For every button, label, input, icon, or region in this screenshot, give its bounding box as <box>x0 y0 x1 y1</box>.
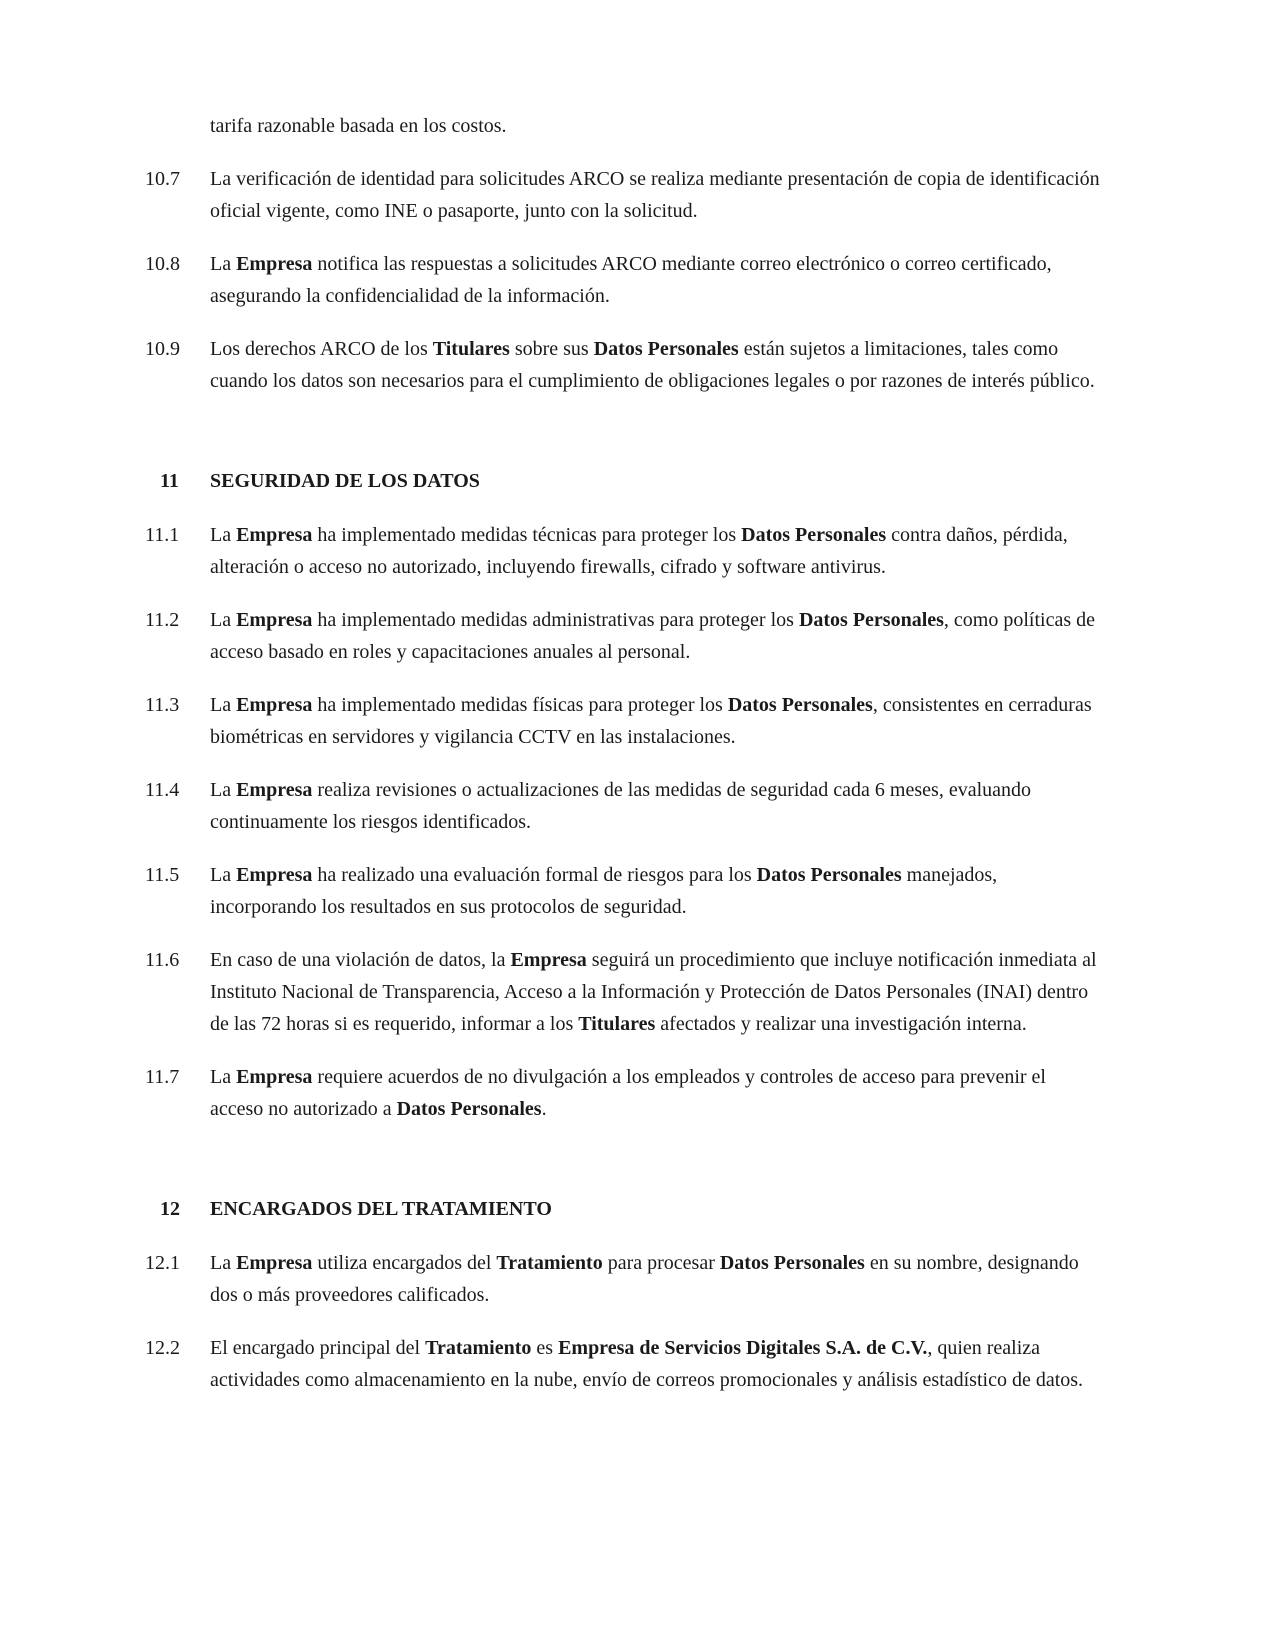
text-run: ha realizado una evaluación formal de riesgos para los <box>312 864 757 886</box>
text-run: contra daños, pérdida, alteración o acceso no autorizado, incluyendo firewalls, cifrado y software antivirus. <box>210 524 1068 578</box>
document-content <box>145 110 1100 1396</box>
clause-number: 12.1 <box>145 1252 180 1274</box>
text-run: están sujetos a limitaciones, tales como cuando los datos son necesarios para el cumplimiento de obligaciones legales o por razones de interés público. <box>210 338 1095 392</box>
clause-text <box>210 1247 1100 1311</box>
text-run: ha implementado medidas físicas para proteger los <box>312 694 728 716</box>
clause-item <box>145 519 1100 583</box>
clause-item <box>145 604 1100 668</box>
bold-text-run: Empresa <box>236 864 313 886</box>
clause-text <box>210 944 1100 1040</box>
text-run: seguirá un procedimiento que incluye notificación inmediata al Instituto Nacional de Transparencia, Acceso a la Información y Protección de Datos Personales (INAI) dentro de las 72 horas si es requerido, informar a los <box>210 949 1097 1035</box>
clause-number: 10.7 <box>145 168 180 190</box>
clause-item <box>145 248 1100 312</box>
text-run: afectados y realizar una investigación interna. <box>655 1013 1027 1035</box>
clause-number: 11.7 <box>145 1066 180 1088</box>
bold-text-run: Empresa de Servicios Digitales S.A. de C.V. <box>558 1337 928 1359</box>
bold-text-run: Titulares <box>432 338 510 360</box>
clause-text <box>210 1061 1100 1125</box>
text-run: La <box>210 1252 237 1274</box>
bold-text-run: Datos Personales <box>727 694 873 716</box>
bold-text-run: SEGURIDAD DE LOS DATOS <box>210 470 480 492</box>
section-title <box>210 1193 1100 1225</box>
clause-number <box>145 110 210 142</box>
clause-text <box>210 333 1100 397</box>
bold-text-run: Titulares <box>578 1013 656 1035</box>
clause-text <box>210 110 1100 142</box>
text-run: requiere acuerdos de no divulgación a los empleados y controles de acceso para prevenir el acceso no autorizado a <box>210 1066 1046 1120</box>
bold-text-run: Tratamiento <box>425 1337 532 1359</box>
clause-item <box>145 1061 1100 1125</box>
text-run: La verificación de identidad para solicitudes ARCO se realiza mediante presentación de copia de identificación oficial vigente, como INE o pasaporte, junto con la solicitud. <box>210 168 1100 222</box>
text-run: La <box>210 253 237 275</box>
clause-number: 11.5 <box>145 864 180 886</box>
clause-text <box>210 859 1100 923</box>
clause-item <box>145 859 1100 923</box>
section-title <box>210 465 1100 497</box>
continuation-paragraph <box>145 110 1100 142</box>
text-run: ha implementado medidas técnicas para proteger los <box>312 524 742 546</box>
bold-text-run: Datos Personales <box>719 1252 865 1274</box>
text-run: ha implementado medidas administrativas para proteger los <box>312 609 799 631</box>
bold-text-run: Empresa <box>236 779 313 801</box>
text-run: , como políticas de acceso basado en roles y capacitaciones anuales al personal. <box>210 609 1095 663</box>
bold-text-run: Empresa <box>236 1066 313 1088</box>
bold-text-run: ENCARGADOS DEL TRATAMIENTO <box>210 1198 552 1220</box>
section-heading <box>145 465 1100 497</box>
text-run: La <box>210 609 237 631</box>
text-run: tarifa razonable basada en los costos. <box>210 115 507 137</box>
clause-number: 11.3 <box>145 694 180 716</box>
section-number: 12 <box>160 1198 180 1220</box>
text-run: en su nombre, designando dos o más proveedores calificados. <box>210 1252 1079 1306</box>
section-heading <box>145 1193 1100 1225</box>
bold-text-run: Empresa <box>236 609 313 631</box>
clause-item <box>145 1247 1100 1311</box>
text-run: La <box>210 694 237 716</box>
clause-text <box>210 519 1100 583</box>
bold-text-run: Empresa <box>236 694 313 716</box>
clause-text <box>210 689 1100 753</box>
clause-text <box>210 163 1100 227</box>
clause-number: 11.6 <box>145 949 180 971</box>
text-run: En caso de una violación de datos, la <box>210 949 511 971</box>
text-run: , quien realiza actividades como almacenamiento en la nube, envío de correos promocionales y análisis estadístico de datos. <box>210 1337 1084 1391</box>
clause-item <box>145 944 1100 1040</box>
text-run: es <box>531 1337 559 1359</box>
clause-item <box>145 163 1100 227</box>
text-run: sobre sus <box>509 338 594 360</box>
text-run: notifica las respuestas a solicitudes ARCO mediante correo electrónico o correo certificado, asegurando la confidencialidad de la información. <box>210 253 1052 307</box>
text-run: El encargado principal del <box>210 1337 426 1359</box>
clause-number: 11.1 <box>145 524 180 546</box>
text-run: La <box>210 779 237 801</box>
text-run: manejados, incorporando los resultados en sus protocolos de seguridad. <box>210 864 998 918</box>
bold-text-run: Tratamiento <box>496 1252 603 1274</box>
clause-text <box>210 1332 1100 1396</box>
clause-item <box>145 333 1100 397</box>
clause-text <box>210 248 1100 312</box>
section-number: 11 <box>160 470 179 492</box>
text-run: La <box>210 524 237 546</box>
text-run: La <box>210 864 237 886</box>
bold-text-run: Datos Personales <box>741 524 887 546</box>
clause-number: 10.8 <box>145 253 180 275</box>
bold-text-run: Datos Personales <box>593 338 739 360</box>
clause-item <box>145 774 1100 838</box>
clause-number: 10.9 <box>145 338 180 360</box>
bold-text-run: Datos Personales <box>396 1098 542 1120</box>
clause-text <box>210 604 1100 668</box>
text-run: La <box>210 1066 237 1088</box>
text-run: , consistentes en cerraduras biométricas en servidores y vigilancia CCTV en las instalaciones. <box>210 694 1092 748</box>
text-run: realiza revisiones o actualizaciones de las medidas de seguridad cada 6 meses, evaluando continuamente los riesgos identificados. <box>210 779 1031 833</box>
clause-number: 12.2 <box>145 1337 180 1359</box>
text-run: . <box>541 1098 547 1120</box>
clause-number: 11.4 <box>145 779 180 801</box>
text-run: Los derechos ARCO de los <box>210 338 433 360</box>
bold-text-run: Empresa <box>510 949 587 971</box>
clause-item <box>145 1332 1100 1396</box>
clause-number: 11.2 <box>145 609 180 631</box>
clause-text <box>210 774 1100 838</box>
bold-text-run: Empresa <box>236 524 313 546</box>
text-run: utiliza encargados del <box>312 1252 497 1274</box>
bold-text-run: Datos Personales <box>798 609 944 631</box>
bold-text-run: Datos Personales <box>756 864 902 886</box>
bold-text-run: Empresa <box>236 1252 313 1274</box>
clause-item <box>145 689 1100 753</box>
bold-text-run: Empresa <box>236 253 313 275</box>
text-run: para procesar <box>602 1252 720 1274</box>
